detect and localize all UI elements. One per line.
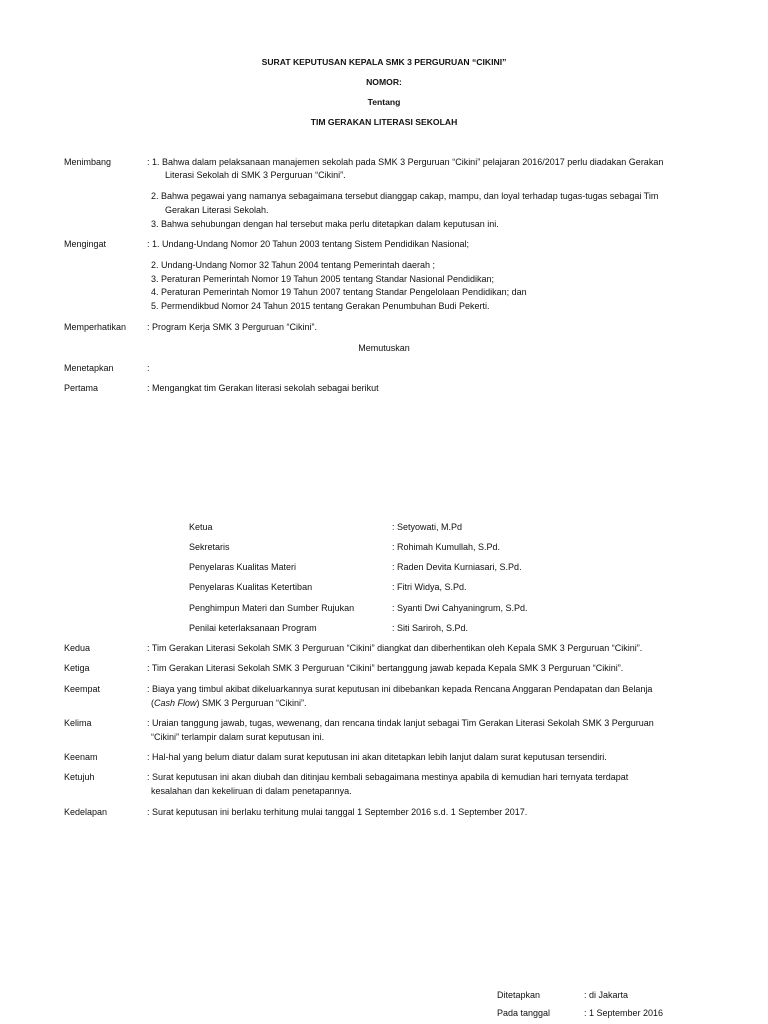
ketiga-label: Ketiga — [64, 663, 90, 673]
team-member: : Fitri Widya, S.Pd. — [392, 582, 467, 592]
team-member: : Siti Sariroh, S.Pd. — [392, 623, 469, 633]
kedua-label: Kedua — [64, 643, 91, 653]
mengingat-item-4: 4. Peraturan Pemerintah Nomor 19 Tahun 2007 tentang Standar Pengelolaan Pendidikan; dan — [151, 287, 527, 297]
kedelapan-text: : Surat keputusan ini berlaku terhitung mulai tanggal 1 September 2016 s.d. 1 September 2017. — [147, 807, 528, 817]
team-role: Penyelaras Kualitas Materi — [189, 562, 297, 572]
kelima-text-cont: “Cikini” terlampir dalam surat keputusan ini. — [151, 732, 325, 742]
menetapkan-text: : — [147, 363, 150, 373]
ketiga-text: : Tim Gerakan Literasi Sekolah SMK 3 Perguruan “Cikini” bertanggung jawab kepada Kepala SMK 3 Perguruan “Cikini”. — [147, 663, 624, 673]
menimbang-item-1-cont: Literasi Sekolah di SMK 3 Perguruan “Cikini”. — [165, 170, 346, 180]
document-title: SURAT KEPUTUSAN KEPALA SMK 3 PERGURUAN “CIKINI” — [261, 57, 507, 67]
menimbang-item-3: 3. Bahwa sehubungan dengan hal tersebut maka perlu ditetapkan dalam keputusan ini. — [151, 219, 499, 229]
memperhatikan-label: Memperhatikan — [64, 322, 127, 332]
team-role: Penghimpun Materi dan Sumber Rujukan — [189, 603, 355, 613]
team-member: : Rohimah Kumullah, S.Pd. — [392, 542, 501, 552]
team-member: : Syanti Dwi Cahyaningrum, S.Pd. — [392, 603, 528, 613]
kedelapan-label: Kedelapan — [64, 807, 108, 817]
memutuskan-heading: Memutuskan — [358, 343, 410, 353]
team-member: : Raden Devita Kurniasari, S.Pd. — [392, 562, 522, 572]
menetapkan-label: Menetapkan — [64, 363, 114, 373]
cash-flow-term: Cash Flow — [154, 698, 197, 708]
menimbang-label: Menimbang — [64, 157, 112, 167]
ketujuh-text: : Surat keputusan ini akan diubah dan ditinjau kembali sebagaimana mestinya apabila di kemudian hari ternyata terdapat — [147, 772, 629, 782]
ditetapkan-value: : di Jakarta — [584, 990, 629, 1000]
team-role: Sekretaris — [189, 542, 230, 552]
pertama-label: Pertama — [64, 383, 99, 393]
ditetapkan-label: Ditetapkan — [497, 990, 541, 1000]
document-about: Tentang — [367, 97, 401, 107]
team-role: Penyelaras Kualitas Ketertiban — [189, 582, 313, 592]
document-subject: TIM GERAKAN LITERASI SEKOLAH — [310, 117, 458, 127]
keempat-label: Keempat — [64, 684, 101, 694]
kelima-text: : Uraian tanggung jawab, tugas, wewenang, dan rencana tindak lanjut sebagai Tim Gerakan Literasi Sekolah SMK 3 Perguruan — [147, 718, 654, 728]
ketujuh-label: Ketujuh — [64, 772, 95, 782]
menimbang-item-2-cont: Gerakan Literasi Sekolah. — [165, 205, 269, 215]
team-role: Ketua — [189, 522, 213, 532]
mengingat-item-1: : 1. Undang-Undang Nomor 20 Tahun 2003 tentang Sistem Pendidikan Nasional; — [147, 239, 470, 249]
tanggal-value: : 1 September 2016 — [584, 1008, 664, 1018]
kelima-label: Kelima — [64, 718, 92, 728]
keenam-text: : Hal-hal yang belum diatur dalam surat keputusan ini akan ditetapkan lebih lanjut dalam surat keputusan tersendiri. — [147, 752, 607, 762]
mengingat-label: Mengingat — [64, 239, 107, 249]
tanggal-label: Pada tanggal — [497, 1008, 551, 1018]
document-number: NOMOR: — [366, 77, 402, 87]
keenam-label: Keenam — [64, 752, 98, 762]
keempat-text-cont: (Cash Flow) SMK 3 Perguruan “Cikini”. — [151, 698, 307, 708]
menimbang-item-2: 2. Bahwa pegawai yang namanya sebagaimana tersebut dianggap cakap, mampu, dan loyal terhadap tugas-tugas sebagai Tim — [151, 191, 659, 201]
keempat-text: : Biaya yang timbul akibat dikeluarkannya surat keputusan ini dibebankan kepada Rencana Anggaran Pendapatan dan Belanja — [147, 684, 653, 694]
ketujuh-text-cont: kesalahan dan kekeliruan di dalam penetapannya. — [151, 786, 352, 796]
pertama-text: : Mengangkat tim Gerakan literasi sekolah sebagai berikut — [147, 383, 379, 393]
mengingat-item-2: 2. Undang-Undang Nomor 32 Tahun 2004 tentang Pemerintah daerah ; — [151, 260, 436, 270]
mengingat-item-5: 5. Permendikbud Nomor 24 Tahun 2015 tentang Gerakan Penumbuhan Budi Pekerti. — [151, 301, 490, 311]
team-member: : Setyowati, M.Pd — [392, 522, 463, 532]
menimbang-item-1: : 1. Bahwa dalam pelaksanaan manajemen sekolah pada SMK 3 Perguruan “Cikini” pelajaran 2016/2017 perlu diadakan Gerakan — [147, 157, 664, 167]
team-role: Penilai keterlaksanaan Program — [189, 623, 317, 633]
memperhatikan-text: : Program Kerja SMK 3 Perguruan “Cikini”. — [147, 322, 318, 332]
mengingat-item-3: 3. Peraturan Pemerintah Nomor 19 Tahun 2005 tentang Standar Nasional Pendidikan; — [151, 274, 495, 284]
kedua-text: : Tim Gerakan Literasi Sekolah SMK 3 Perguruan “Cikini” diangkat dan diberhentikan oleh Kepala SMK 3 Perguruan “Cikini”. — [147, 643, 643, 653]
